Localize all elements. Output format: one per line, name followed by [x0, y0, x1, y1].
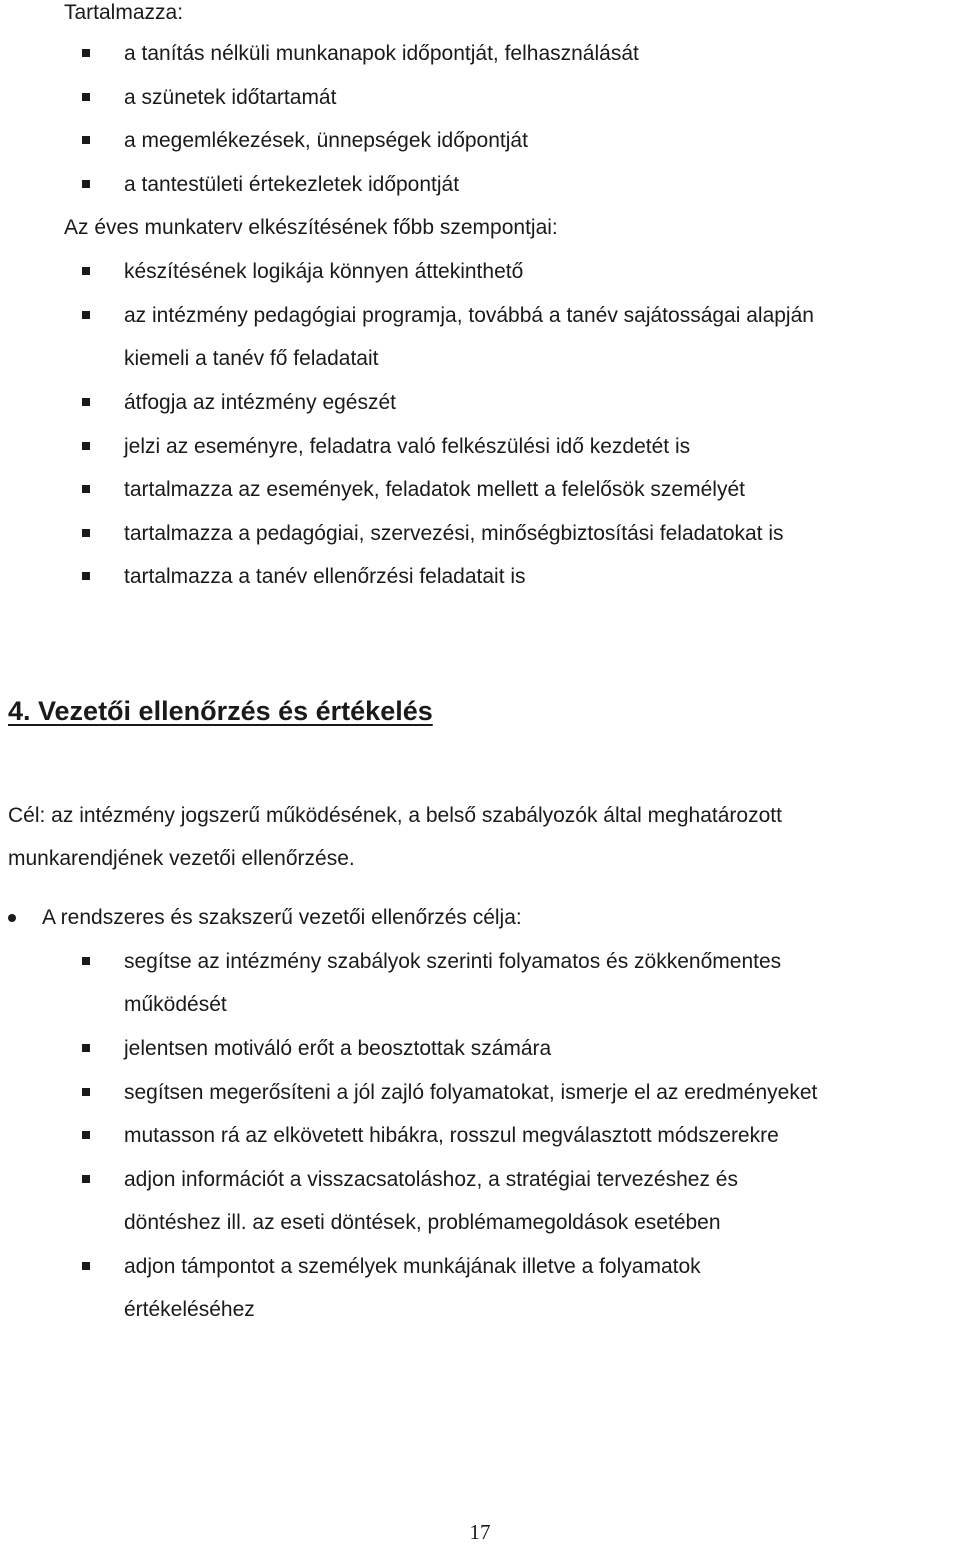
list-item: tartalmazza a pedagógiai, szervezési, minőségbiztosítási feladatokat is — [124, 522, 784, 545]
goal-paragraph-line: munkarendjének vezetői ellenőrzése. — [8, 847, 355, 870]
list-item: adjon információt a visszacsatoláshoz, a stratégiai tervezéshez és — [124, 1168, 738, 1191]
square-bullet-icon — [82, 93, 90, 101]
square-bullet-icon — [82, 398, 90, 406]
list-item: átfogja az intézmény egészét — [124, 391, 396, 414]
square-bullet-icon — [82, 442, 90, 450]
list-item: jelentsen motiváló erőt a beosztottak számára — [124, 1037, 552, 1060]
square-bullet-icon — [82, 1131, 90, 1139]
section-heading: 4. Vezetői ellenőrzés és értékelés — [8, 696, 433, 726]
goal-paragraph-line: Cél: az intézmény jogszerű működésének, a belső szabályozók által meghatározott — [8, 804, 782, 827]
square-bullet-icon — [82, 1175, 90, 1183]
list-item: adjon támpontot a személyek munkájának illetve a folyamatok — [124, 1255, 701, 1278]
aspects-label: Az éves munkaterv elkészítésének főbb szempontjai: — [64, 216, 558, 239]
list-item: jelzi az eseményre, feladatra való felkészülési idő kezdetét is — [124, 435, 691, 458]
contents-label: Tartalmazza: — [64, 1, 184, 24]
list-item: készítésének logikája könnyen áttekinthető — [124, 260, 524, 283]
list-item: a megemlékezések, ünnepségek időpontját — [124, 129, 528, 152]
round-bullet-icon — [8, 914, 16, 922]
square-bullet-icon — [82, 267, 90, 275]
list-item: segítse az intézmény szabályok szerinti folyamatos és zökkenőmentes — [124, 950, 782, 973]
square-bullet-icon — [82, 136, 90, 144]
square-bullet-icon — [82, 957, 90, 965]
square-bullet-icon — [82, 1262, 90, 1270]
list-item-continuation: döntéshez ill. az eseti döntések, problémamegoldások esetében — [124, 1211, 721, 1234]
square-bullet-icon — [82, 180, 90, 188]
list-item-continuation: kiemeli a tanév fő feladatait — [124, 347, 379, 370]
square-bullet-icon — [82, 1044, 90, 1052]
page-number: 17 — [469, 1520, 491, 1544]
square-bullet-icon — [82, 572, 90, 580]
square-bullet-icon — [82, 49, 90, 57]
list-item: mutasson rá az elkövetett hibákra, rosszul megválasztott módszerekre — [124, 1124, 779, 1147]
square-bullet-icon — [82, 311, 90, 319]
purpose-label: A rendszeres és szakszerű vezetői ellenőrzés célja: — [42, 906, 522, 929]
list-item: a szünetek időtartamát — [124, 86, 337, 109]
list-item: tartalmazza a tanév ellenőrzési feladatait is — [124, 565, 526, 588]
list-item-continuation: működését — [124, 993, 227, 1016]
square-bullet-icon — [82, 485, 90, 493]
square-bullet-icon — [82, 529, 90, 537]
list-item: tartalmazza az események, feladatok mellett a felelősök személyét — [124, 478, 745, 501]
list-item: a tantestületi értekezletek időpontját — [124, 173, 460, 196]
list-item: a tanítás nélküli munkanapok időpontját, felhasználását — [124, 42, 639, 65]
square-bullet-icon — [82, 1088, 90, 1096]
list-item-continuation: értékeléséhez — [124, 1298, 255, 1321]
list-item: az intézmény pedagógiai programja, továbbá a tanév sajátosságai alapján — [124, 304, 814, 327]
list-item: segítsen megerősíteni a jól zajló folyamatokat, ismerje el az eredményeket — [124, 1081, 818, 1104]
